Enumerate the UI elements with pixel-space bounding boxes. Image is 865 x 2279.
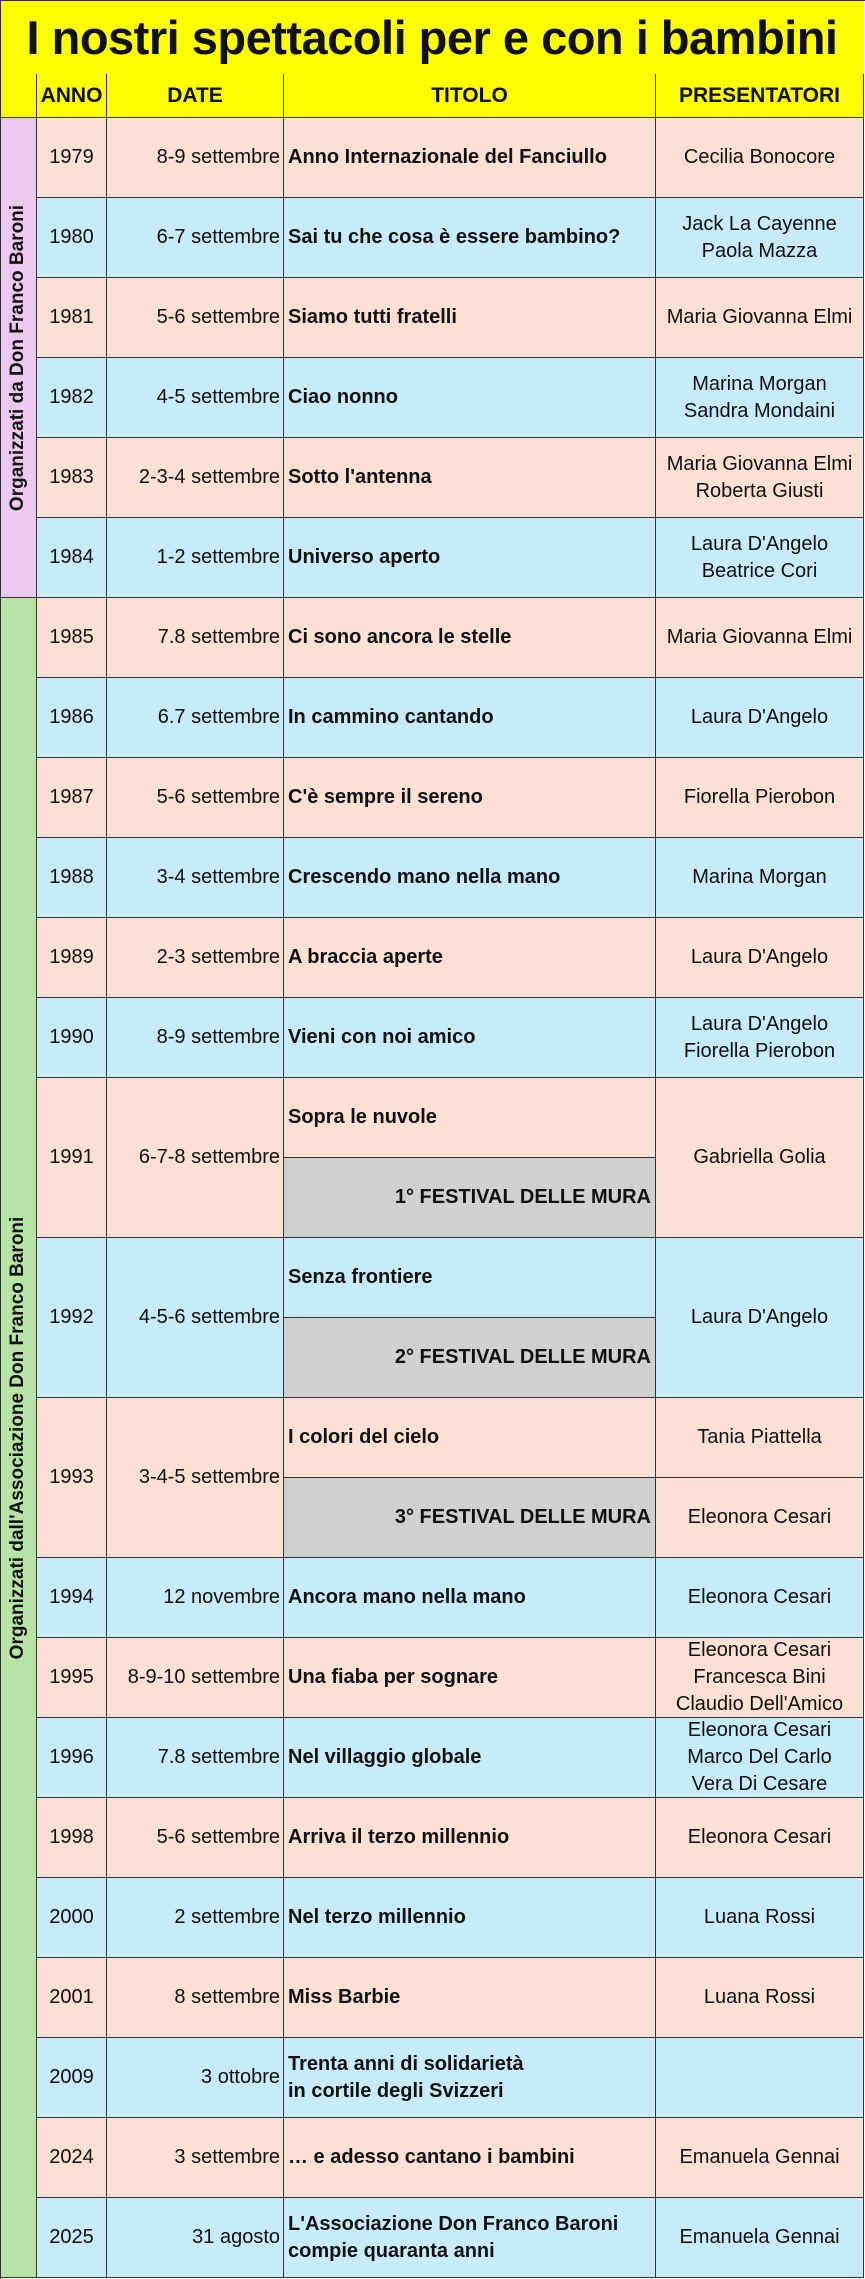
- row-presenters: Tania Piattella: [656, 1398, 864, 1478]
- festival-presenters: Eleonora Cesari: [656, 1478, 864, 1558]
- festival-label: 1° FESTIVAL DELLE MURA: [284, 1158, 656, 1238]
- row-presenters: Maria Giovanna Elmi: [656, 278, 864, 358]
- row-date: 7.8 settembre: [107, 1718, 284, 1798]
- row-year: 1991: [37, 1078, 107, 1238]
- row-title: Una fiaba per sognare: [284, 1638, 656, 1718]
- row-presenters: Maria Giovanna Elmi Roberta Giusti: [656, 438, 864, 518]
- row-year: 1994: [37, 1558, 107, 1638]
- row-year: 1996: [37, 1718, 107, 1798]
- row-presenters: Eleonora Cesari: [656, 1798, 864, 1878]
- row-date: 3 settembre: [107, 2118, 284, 2198]
- group-label-don-franco: [0, 118, 37, 598]
- row-year: 1985: [37, 598, 107, 678]
- row-year: 1990: [37, 998, 107, 1078]
- row-title: Trenta anni di solidarietà in cortile degli Svizzeri: [284, 2038, 656, 2118]
- row-title: Senza frontiere: [284, 1238, 656, 1318]
- row-title: Ancora mano nella mano: [284, 1558, 656, 1638]
- row-presenters: Fiorella Pierobon: [656, 758, 864, 838]
- row-title: Ci sono ancora le stelle: [284, 598, 656, 678]
- row-year: 1998: [37, 1798, 107, 1878]
- row-year: 2024: [37, 2118, 107, 2198]
- row-title: Arriva il terzo millennio: [284, 1798, 656, 1878]
- header-date: DATE: [107, 74, 284, 118]
- header-presentatori: PRESENTATORI: [656, 74, 864, 118]
- row-presenters: Emanuela Gennai: [656, 2118, 864, 2198]
- row-date: 6-7-8 settembre: [107, 1078, 284, 1238]
- row-year: 1983: [37, 438, 107, 518]
- row-date: 3-4-5 settembre: [107, 1398, 284, 1558]
- row-year: 2001: [37, 1958, 107, 2038]
- row-presenters: Luana Rossi: [656, 1958, 864, 2038]
- row-presenters: Marina Morgan: [656, 838, 864, 918]
- row-date: 1-2 settembre: [107, 518, 284, 598]
- festival-label: 3° FESTIVAL DELLE MURA: [284, 1478, 656, 1558]
- row-title: I colori del cielo: [284, 1398, 656, 1478]
- row-title: Anno Internazionale del Fanciullo: [284, 118, 656, 198]
- row-date: 8 settembre: [107, 1958, 284, 2038]
- row-presenters: Laura D'Angelo Beatrice Cori: [656, 518, 864, 598]
- row-year: 1995: [37, 1638, 107, 1718]
- row-date: 6-7 settembre: [107, 198, 284, 278]
- group-label-associazione: [0, 598, 37, 2278]
- row-date: 2-3 settembre: [107, 918, 284, 998]
- row-title: Sopra le nuvole: [284, 1078, 656, 1158]
- row-presenters: Marina Morgan Sandra Mondaini: [656, 358, 864, 438]
- row-title: Crescendo mano nella mano: [284, 838, 656, 918]
- row-date: 3 ottobre: [107, 2038, 284, 2118]
- row-year: 1981: [37, 278, 107, 358]
- row-presenters: Laura D'Angelo Fiorella Pierobon: [656, 998, 864, 1078]
- row-presenters: Maria Giovanna Elmi: [656, 598, 864, 678]
- row-title: Vieni con noi amico: [284, 998, 656, 1078]
- group-label-text: Organizzati da Don Franco Baroni: [7, 204, 28, 511]
- row-title: Nel terzo millennio: [284, 1878, 656, 1958]
- row-date: 7.8 settembre: [107, 598, 284, 678]
- row-presenters: Laura D'Angelo: [656, 678, 864, 758]
- row-date: 12 novembre: [107, 1558, 284, 1638]
- row-year: 2000: [37, 1878, 107, 1958]
- row-presenters: Cecilia Bonocore: [656, 118, 864, 198]
- row-date: 8-9-10 settembre: [107, 1638, 284, 1718]
- row-title: Miss Barbie: [284, 1958, 656, 2038]
- page-title: I nostri spettacoli per e con i bambini: [0, 0, 864, 75]
- row-year: 1987: [37, 758, 107, 838]
- row-title: … e adesso cantano i bambini: [284, 2118, 656, 2198]
- row-year: 1986: [37, 678, 107, 758]
- header-anno: ANNO: [37, 74, 107, 118]
- row-year: 1992: [37, 1238, 107, 1398]
- row-title: Siamo tutti fratelli: [284, 278, 656, 358]
- row-presenters: Laura D'Angelo: [656, 918, 864, 998]
- row-presenters: Gabriella Golia: [656, 1078, 864, 1238]
- row-date: 6.7 settembre: [107, 678, 284, 758]
- row-date: 2-3-4 settembre: [107, 438, 284, 518]
- row-year: 1979: [37, 118, 107, 198]
- row-title: Sotto l'antenna: [284, 438, 656, 518]
- row-presenters: Luana Rossi: [656, 1878, 864, 1958]
- row-presenters: [656, 2038, 864, 2118]
- row-presenters: Eleonora Cesari Francesca Bini Claudio Dell'Amico: [656, 1638, 864, 1718]
- row-date: 5-6 settembre: [107, 1798, 284, 1878]
- row-title: C'è sempre il sereno: [284, 758, 656, 838]
- row-year: 1993: [37, 1398, 107, 1558]
- row-date: 4-5 settembre: [107, 358, 284, 438]
- row-date: 4-5-6 settembre: [107, 1238, 284, 1398]
- row-title: A braccia aperte: [284, 918, 656, 998]
- row-year: 1984: [37, 518, 107, 598]
- row-year: 1980: [37, 198, 107, 278]
- row-date: 8-9 settembre: [107, 998, 284, 1078]
- row-date: 2 settembre: [107, 1878, 284, 1958]
- row-year: 1989: [37, 918, 107, 998]
- row-presenters: Laura D'Angelo: [656, 1238, 864, 1398]
- header-titolo: TITOLO: [284, 74, 656, 118]
- row-title: Ciao nonno: [284, 358, 656, 438]
- row-title: Universo aperto: [284, 518, 656, 598]
- row-presenters: Eleonora Cesari: [656, 1558, 864, 1638]
- row-year: 1988: [37, 838, 107, 918]
- header-corner: [0, 74, 37, 118]
- row-presenters: Emanuela Gennai: [656, 2198, 864, 2278]
- row-date: 3-4 settembre: [107, 838, 284, 918]
- row-title: In cammino cantando: [284, 678, 656, 758]
- row-title: Nel villaggio globale: [284, 1718, 656, 1798]
- row-date: 5-6 settembre: [107, 278, 284, 358]
- group-label-text: Organizzati dall'Associazione Don Franco Baroni: [7, 1216, 28, 1659]
- row-title: L'Associazione Don Franco Baroni compie quaranta anni: [284, 2198, 656, 2278]
- row-date: 8-9 settembre: [107, 118, 284, 198]
- festival-label: 2° FESTIVAL DELLE MURA: [284, 1318, 656, 1398]
- row-year: 2025: [37, 2198, 107, 2278]
- row-year: 2009: [37, 2038, 107, 2118]
- row-presenters: Eleonora Cesari Marco Del Carlo Vera Di Cesare: [656, 1718, 864, 1798]
- row-presenters: Jack La Cayenne Paola Mazza: [656, 198, 864, 278]
- row-date: 31 agosto: [107, 2198, 284, 2278]
- row-year: 1982: [37, 358, 107, 438]
- row-date: 5-6 settembre: [107, 758, 284, 838]
- row-title: Sai tu che cosa è essere bambino?: [284, 198, 656, 278]
